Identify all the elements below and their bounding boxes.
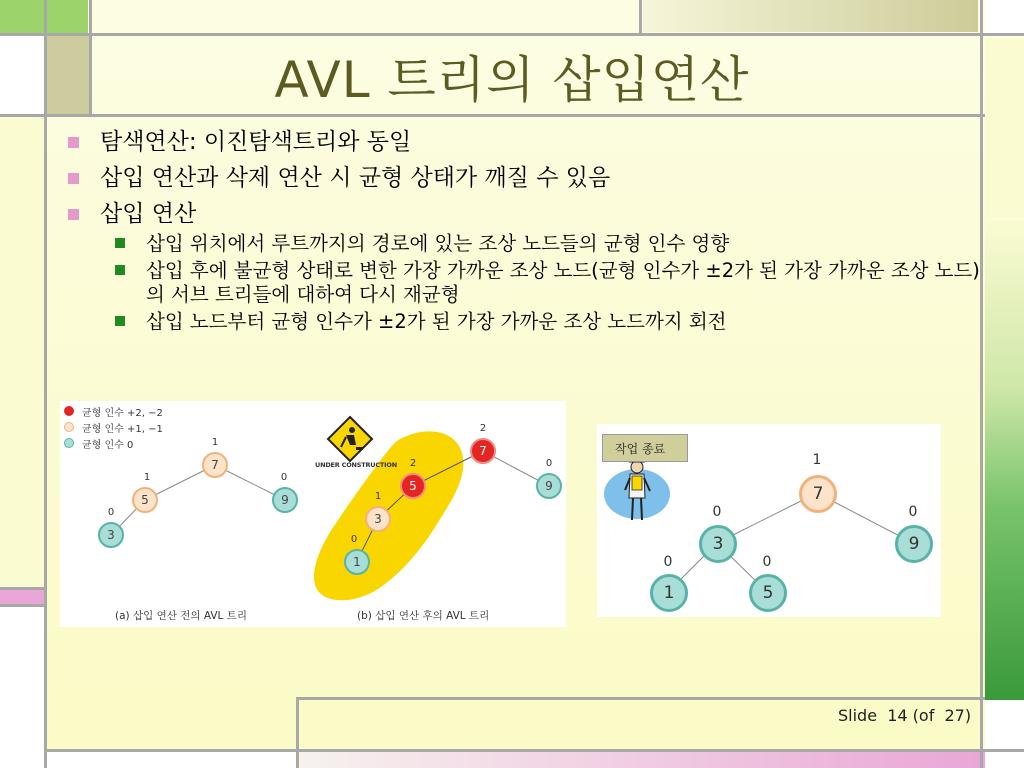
frame-line-v4: [980, 0, 983, 768]
frame-line-h5: [0, 587, 45, 590]
frame-right-white: [985, 0, 1024, 36]
bullet-text: 삽입 연산: [100, 200, 197, 227]
bullet-list: [60, 128, 980, 336]
tree-node: 7: [799, 475, 837, 513]
legend-label: 균형 인수 +1, −1: [82, 424, 163, 435]
bullet-text: 삽입 연산과 삭제 연산 시 균형 상태가 깨질 수 있음: [100, 164, 611, 191]
tree-node: 3: [365, 506, 391, 532]
balance-factor: 0: [908, 504, 918, 520]
bullet-item: [60, 200, 980, 229]
balance-factor: 0: [545, 458, 553, 469]
legend-label: 균형 인수 +2, −2: [82, 408, 163, 419]
balance-factor: 0: [663, 554, 673, 570]
tree-node: 7: [470, 438, 496, 464]
bullet-text: 탐색연산: 이진탐색트리와 동일: [100, 129, 412, 155]
frame-line-v5: [296, 697, 299, 768]
sub-bullet-item: [60, 310, 980, 334]
frame-left-pink: [0, 590, 45, 604]
bullet-item: [60, 128, 980, 157]
balance-factor: 0: [762, 554, 772, 570]
figure-avl-insert-before-after: [60, 401, 566, 627]
balance-factor: 1: [374, 491, 382, 502]
sub-bullet-item: [60, 232, 980, 256]
frame-top-right-tan: [643, 0, 978, 32]
figure-caption-b: (b) 삽입 연산 후의 AVL 트리: [357, 610, 490, 622]
balance-factor: 0: [107, 507, 115, 518]
sub-bullet-item: [60, 259, 980, 307]
tree-node: 1: [650, 574, 688, 612]
balance-factor: 0: [350, 534, 358, 545]
green-square-bullet-icon: [115, 265, 125, 275]
work-done-text: 작업 종료: [615, 442, 666, 456]
balance-factor: 0: [712, 504, 722, 520]
bullet-item: [60, 164, 980, 193]
sign-text: UNDER CONSTRUCTION: [315, 461, 397, 469]
tree-node: 9: [272, 487, 298, 513]
pink-square-bullet-icon: [68, 137, 79, 148]
tree-node: 5: [400, 473, 426, 499]
frame-line-h6: [0, 604, 45, 607]
figure-avl-rebalanced: [597, 424, 941, 617]
frame-line-h3: [298, 697, 985, 700]
slide-number: Slide 14 (of 27): [838, 706, 972, 725]
frame-line-h1: [0, 33, 1024, 36]
green-square-bullet-icon: [115, 316, 125, 326]
frame-line-v3: [639, 0, 642, 36]
balance-factor: 1: [143, 472, 151, 483]
legend-dot-red: [64, 406, 74, 416]
balance-factor: 1: [211, 437, 219, 448]
work-done-label: [602, 434, 688, 462]
sub-bullet-text: 삽입 위치에서 루트까지의 경로에 있는 조상 노드들의 균형 인수 영향: [146, 232, 730, 256]
sub-bullet-text: 삽입 노드부터 균형 인수가 ±2가 된 가장 가까운 조상 노드까지 회전: [146, 309, 727, 333]
frame-right-white-bottom: [985, 700, 1024, 768]
balance-factor: 0: [280, 472, 288, 483]
balance-factor: 2: [409, 458, 417, 469]
frame-line-v1: [44, 0, 47, 768]
legend-dot-teal: [64, 438, 74, 448]
tree-node: 7: [202, 452, 228, 478]
frame-right-bar-green: [985, 220, 1024, 700]
slide-title: AVL 트리의 삽입연산: [274, 51, 750, 109]
tree-node: 9: [536, 473, 562, 499]
worker-icon: [604, 459, 670, 521]
legend-dot-orange: [64, 422, 74, 432]
frame-bottom-left-white: [47, 752, 297, 768]
tree-node: 3: [699, 525, 737, 563]
pink-square-bullet-icon: [68, 209, 79, 220]
balance-factor: 1: [812, 452, 822, 468]
pink-square-bullet-icon: [68, 173, 79, 184]
balance-factor: 2: [479, 423, 487, 434]
tree-node: 5: [132, 487, 158, 513]
frame-left-bottom: [0, 604, 45, 768]
under-construction-sign-icon: [328, 417, 372, 461]
tree-node: 5: [749, 574, 787, 612]
tree-node: 9: [895, 525, 933, 563]
tree-node: 3: [98, 522, 124, 548]
sub-bullet-text: 삽입 후에 불균형 상태로 변한 가장 가까운 조상 노드(균형 인수가 ±2가 된 가장 가까운 조상 노드)의 서브 트리들에 대하여 다시 재균형: [146, 259, 980, 306]
green-square-bullet-icon: [115, 238, 125, 248]
frame-bottom-pink: [300, 752, 985, 768]
frame-line-h2: [0, 114, 985, 117]
legend-label: 균형 인수 0: [82, 440, 134, 451]
frame-line-h4: [45, 749, 1024, 752]
tree-node: 1: [344, 549, 370, 575]
figure-caption-a: (a) 삽입 연산 전의 AVL 트리: [115, 610, 248, 622]
